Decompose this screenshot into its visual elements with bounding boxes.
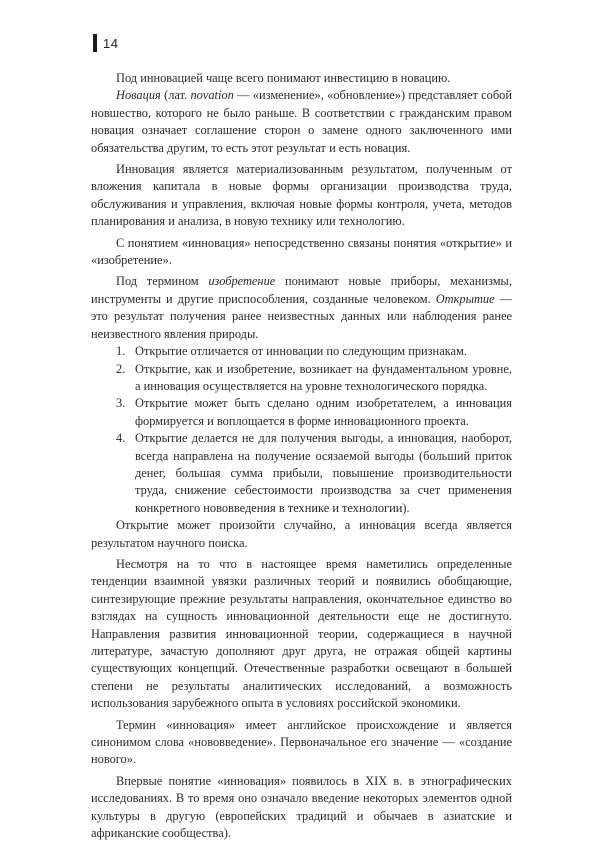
list-item-text: Открытие может быть сделано одним изобретателем, а инновация формируется и воплощается в форме инновационного проекта. [135,396,512,428]
paragraph-5-end: — это результат получения ранее неизвестных данных или наблюдения ранее неизвестного явления природы. [91,291,512,341]
term-invention: изобретение [208,274,276,289]
paragraph-8: Термин «инновация» имеет английское происхождение и является синонимом слова «нововведение». Первоначальное его значение — «создание нового». [91,717,512,767]
list-item-number: 3. [116,396,126,411]
page-number: 14 [103,35,119,51]
term-novation: Новация [116,88,161,103]
list-item-number: 4. [116,431,126,446]
paragraph-2 [91,87,512,157]
paragraph-2-lat: (лат. [160,88,191,103]
page-header [93,34,118,52]
paragraph-3: Инновация является материализованным результатом, полученным от вложения капитала в новые формы организации производства труда, обслуживания и управления, включая новые формы контроля, учета, методов планирования и анализа, в новую технику или технологию. [91,162,512,229]
paragraph-7: Несмотря на то что в настоящее время наметились определенные тенденции взаимной увязки различных теорий и появились обобщающие, синтезирующие прежние результаты направления, окончательное единство во взглядах на сущность инновационной деятельности еще не достигнуто. Направления развития инновационной теории, содержащиеся в научной литературе, зачастую дополняют друг друга, не отражая общей картины существующих концепций. Отечественные разработки освещают в большей степени не результаты аналитических исследований, а возможность использования зарубежного опыта в условиях российской экономики. [91,556,512,711]
page-number-marker [93,34,97,52]
paragraph-4: С понятием «инновация» непосредственно связаны понятия «открытие» и «изобретение». [91,235,512,268]
latin-word: novation [190,88,234,103]
list-item [91,395,512,430]
paragraph-6: Открытие может произойти случайно, а инновация всегда является результатом научного поиска. [91,518,512,550]
paragraph-1: Под инновацией чаще всего понимают инвестицию в новацию. [116,71,451,85]
list-item-number: 1. [116,344,126,359]
paragraph-2-text: — «изменение», «обновление») представляет собой новшество, которого не было раньше. В соответствии с гражданским правом новация означает соглашение сторон о замене одного заключенного ими обязательства другим, то есть этот результат и есть новация. [91,88,513,155]
page-body [91,70,512,842]
list-item [91,430,512,517]
term-discovery: Открытие [435,291,495,306]
features-list [91,343,512,517]
paragraph-5-mid: понимают новые приборы, механизмы, инструменты и другие приспособления, созданные человеком. [91,274,512,306]
list-item [91,361,512,396]
list-item-text: Открытие отличается от инновации по следующим признакам. [135,344,467,359]
paragraph-5-start: Под термином [116,274,209,289]
list-item-text: Открытие делается не для получения выгоды, а инновация, наоборот, всегда направлена на получение осязаемой выгоды (больший приток денег, большая сумма прибыли, повышение производительности труда, снижение себестоимости производства за счет применения конкретного нововведения в технике и технологии). [135,431,512,515]
paragraph-9: Впервые понятие «инновация» появилось в XIX в. в этнографических исследованиях. В то время оно означало введение некоторых элементов одной культуры в другую (европейских традиций и обычаев в азиатские и африканские сообщества). [91,773,512,841]
paragraph-5 [91,273,512,343]
list-item-number: 2. [116,361,126,376]
list-item-text: Открытие, как и изобретение, возникает на фундаментальном уровне, а инновация осуществляется на уровне технологического порядка. [135,361,512,393]
list-item [91,343,512,360]
